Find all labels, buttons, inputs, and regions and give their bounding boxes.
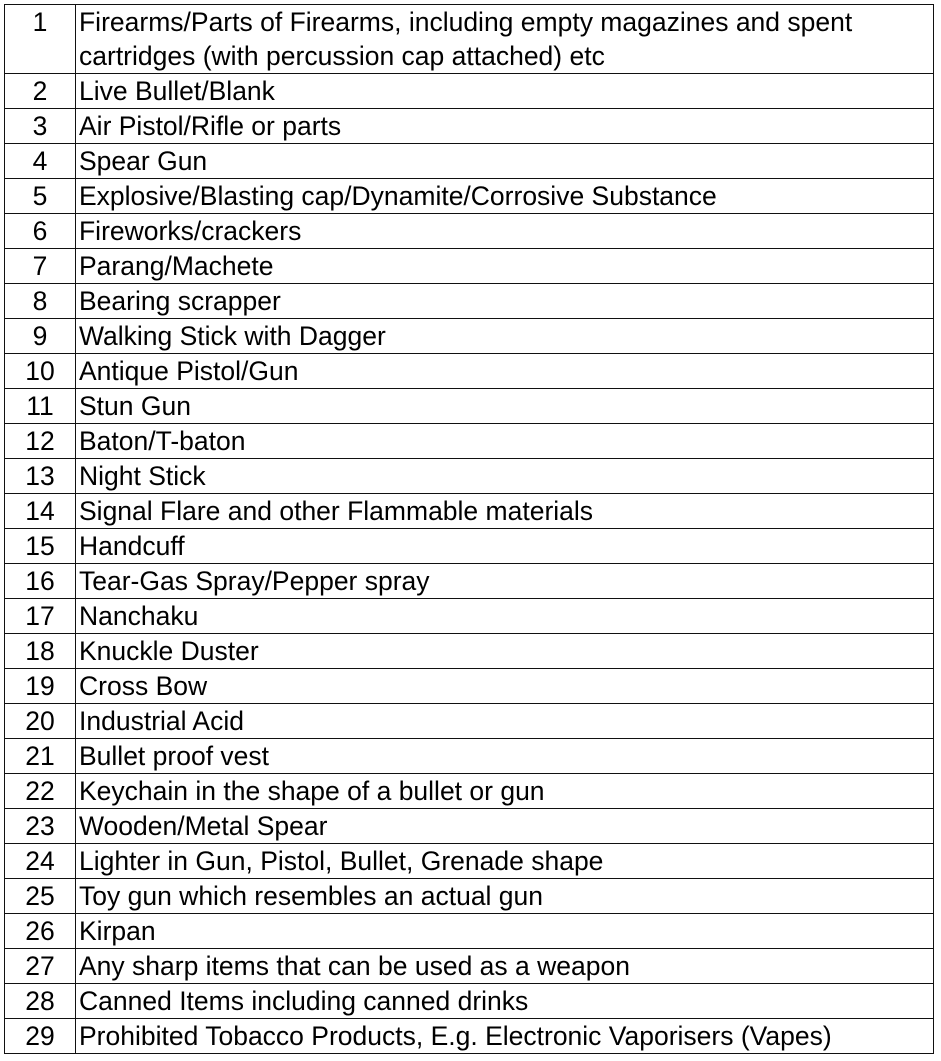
table-row <box>5 704 934 739</box>
table-body <box>5 5 934 1054</box>
table-row <box>5 844 934 879</box>
item-number: 20 <box>5 704 76 739</box>
item-description: Parang/Machete <box>76 249 934 284</box>
item-description: Antique Pistol/Gun <box>76 354 934 389</box>
table-row <box>5 5 934 74</box>
table-row <box>5 599 934 634</box>
table-row <box>5 424 934 459</box>
item-number: 10 <box>5 354 76 389</box>
item-description: Bullet proof vest <box>76 739 934 774</box>
item-description: Kirpan <box>76 914 934 949</box>
item-number: 18 <box>5 634 76 669</box>
table-row <box>5 914 934 949</box>
item-number: 12 <box>5 424 76 459</box>
item-number: 5 <box>5 179 76 214</box>
table-row <box>5 774 934 809</box>
item-description: Firearms/Parts of Firearms, including empty magazines and spent cartridges (with percussion cap attached) etc <box>76 5 934 74</box>
item-number: 29 <box>5 1019 76 1054</box>
table-row <box>5 809 934 844</box>
item-description: Signal Flare and other Flammable materials <box>76 494 934 529</box>
item-number: 4 <box>5 144 76 179</box>
table-row <box>5 984 934 1019</box>
table-row <box>5 669 934 704</box>
item-description: Bearing scrapper <box>76 284 934 319</box>
item-description: Explosive/Blasting cap/Dynamite/Corrosive Substance <box>76 179 934 214</box>
item-description: Industrial Acid <box>76 704 934 739</box>
item-description: Baton/T-baton <box>76 424 934 459</box>
item-description: Any sharp items that can be used as a weapon <box>76 949 934 984</box>
table-row <box>5 1019 934 1054</box>
item-description: Handcuff <box>76 529 934 564</box>
item-description: Knuckle Duster <box>76 634 934 669</box>
item-number: 19 <box>5 669 76 704</box>
table-row <box>5 354 934 389</box>
item-description: Spear Gun <box>76 144 934 179</box>
item-number: 11 <box>5 389 76 424</box>
item-number: 6 <box>5 214 76 249</box>
item-number: 17 <box>5 599 76 634</box>
item-description: Tear-Gas Spray/Pepper spray <box>76 564 934 599</box>
table-row <box>5 459 934 494</box>
table-row <box>5 389 934 424</box>
item-number: 13 <box>5 459 76 494</box>
item-description: Prohibited Tobacco Products, E.g. Electronic Vaporisers (Vapes) <box>76 1019 934 1054</box>
table-row <box>5 284 934 319</box>
item-number: 9 <box>5 319 76 354</box>
item-number: 1 <box>5 5 76 74</box>
item-number: 28 <box>5 984 76 1019</box>
item-description: Lighter in Gun, Pistol, Bullet, Grenade shape <box>76 844 934 879</box>
table-row <box>5 74 934 109</box>
item-number: 15 <box>5 529 76 564</box>
item-description: Night Stick <box>76 459 934 494</box>
item-number: 25 <box>5 879 76 914</box>
item-number: 3 <box>5 109 76 144</box>
prohibited-items-table <box>4 4 934 1054</box>
item-description: Toy gun which resembles an actual gun <box>76 879 934 914</box>
item-description: Nanchaku <box>76 599 934 634</box>
item-description: Keychain in the shape of a bullet or gun <box>76 774 934 809</box>
table-row <box>5 179 934 214</box>
item-number: 14 <box>5 494 76 529</box>
item-number: 16 <box>5 564 76 599</box>
item-number: 26 <box>5 914 76 949</box>
item-number: 2 <box>5 74 76 109</box>
item-description: Canned Items including canned drinks <box>76 984 934 1019</box>
item-number: 27 <box>5 949 76 984</box>
table-row <box>5 214 934 249</box>
table-row <box>5 494 934 529</box>
item-description: Walking Stick with Dagger <box>76 319 934 354</box>
table-row <box>5 109 934 144</box>
table-row <box>5 144 934 179</box>
prohibited-items-sheet <box>4 4 934 1054</box>
item-description: Wooden/Metal Spear <box>76 809 934 844</box>
item-number: 23 <box>5 809 76 844</box>
table-row <box>5 949 934 984</box>
table-row <box>5 529 934 564</box>
table-row <box>5 319 934 354</box>
item-number: 21 <box>5 739 76 774</box>
item-number: 24 <box>5 844 76 879</box>
item-number: 8 <box>5 284 76 319</box>
table-row <box>5 879 934 914</box>
item-description: Live Bullet/Blank <box>76 74 934 109</box>
item-description: Air Pistol/Rifle or parts <box>76 109 934 144</box>
item-description: Stun Gun <box>76 389 934 424</box>
item-description: Cross Bow <box>76 669 934 704</box>
table-row <box>5 634 934 669</box>
item-description: Fireworks/crackers <box>76 214 934 249</box>
table-row <box>5 249 934 284</box>
table-row <box>5 739 934 774</box>
table-row <box>5 564 934 599</box>
item-number: 22 <box>5 774 76 809</box>
item-number: 7 <box>5 249 76 284</box>
